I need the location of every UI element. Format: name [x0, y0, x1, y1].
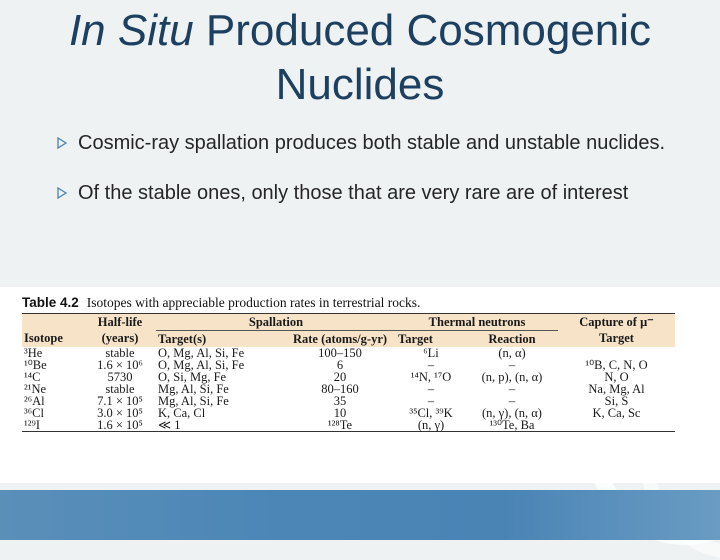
cell-rate: 20: [333, 370, 347, 384]
cell-isotope: ³He: [24, 346, 43, 360]
header-rate: Rate (atoms/g-yr): [292, 331, 388, 346]
header-halflife-units: (years): [101, 331, 139, 346]
cell-th-target: ³⁵Cl, ³⁹K: [409, 406, 453, 420]
cell-capture: [558, 419, 675, 432]
slide-title: [40, 4, 680, 112]
header-group-thermal: Thermal neutrons: [396, 314, 558, 331]
table-caption-text: Isotopes with appreciable production rates in terrestrial rocks.: [86, 295, 421, 310]
header-capture-target: Target: [599, 331, 634, 346]
cell-th-target: ¹⁴N, ¹⁷O: [410, 370, 452, 384]
header-group-capture: Capture of μ⁻: [558, 314, 675, 331]
table-caption-label: Table 4.2: [22, 295, 79, 310]
cell-reaction: (n, α): [498, 346, 526, 360]
cell-reaction: (n, p), (n, α): [481, 370, 543, 384]
table-image: [0, 287, 720, 483]
bullet-icon: [56, 137, 68, 149]
cell-reaction: –: [508, 358, 516, 372]
cell-targets: K, Ca, Cl: [158, 406, 206, 420]
header-thermal-target: Target: [398, 331, 433, 346]
cell-targets: O, Si, Mg, Fe: [158, 370, 227, 384]
cell-isotope: ¹²⁹I: [22, 419, 84, 432]
cell-th-target: –: [427, 382, 435, 396]
table-caption: [22, 295, 420, 311]
cell-rate: 10: [333, 406, 347, 420]
cell-targets: Mg, Al, Si, Fe: [158, 394, 229, 408]
cell-rate: 100–150: [318, 346, 362, 360]
cell-isotope: ³⁶Cl: [24, 406, 44, 420]
header-isotope: Isotope: [24, 331, 63, 346]
cell-targets: Mg, Al, Si, Fe: [158, 382, 229, 396]
cell-rate: 35: [333, 394, 347, 408]
cell-capture: K, Ca, Sc: [592, 406, 641, 420]
cell-isotope: ¹⁴C: [24, 370, 41, 384]
cell-halflife: 1.6 × 10⁵: [84, 419, 156, 432]
cell-reaction: –: [508, 382, 516, 396]
bullet-item: [56, 178, 676, 208]
table-row: [22, 419, 675, 432]
bullet-icon: [56, 187, 68, 199]
cell-rate: 80–160: [321, 382, 359, 396]
cell-targets: ≪ 1: [156, 419, 284, 432]
isotope-table: [22, 313, 675, 432]
footer-band: [0, 490, 720, 540]
header-group-spallation: Spallation: [156, 314, 396, 331]
cell-reaction: –: [508, 394, 516, 408]
header-reaction: Reaction: [488, 331, 536, 346]
cell-rate: ¹²⁸Te: [284, 419, 396, 432]
title-text: Produced Cosmogenic Nuclides: [193, 6, 652, 109]
cell-th-target: –: [427, 394, 435, 408]
cell-isotope: ¹⁰Be: [24, 358, 47, 372]
cell-reaction: ¹³⁰Te, Ba: [466, 419, 558, 432]
cell-isotope: ²⁶Al: [24, 394, 45, 408]
title-italic: In Situ: [68, 6, 194, 55]
bullet-item: [56, 128, 676, 158]
bullet-text: Of the stable ones, only those that are very rare are of interest: [78, 182, 629, 204]
cell-capture: N, O: [604, 370, 629, 384]
cell-halflife: stable: [105, 346, 135, 360]
cell-th-target: –: [427, 358, 435, 372]
cell-th-target: (n, γ): [396, 419, 466, 432]
cell-halflife: 5730: [107, 370, 133, 384]
cell-targets: O, Mg, Al, Si, Fe: [158, 346, 245, 360]
cell-halflife: 7.1 × 10⁵: [97, 394, 143, 408]
cell-capture: Na, Mg, Al: [588, 382, 645, 396]
cell-targets: O, Mg, Al, Si, Fe: [158, 358, 245, 372]
bullet-text: Cosmic-ray spallation produces both stable and unstable nuclides.: [78, 132, 666, 154]
cell-th-target: ⁶Li: [423, 346, 439, 360]
header-targets: Target(s): [158, 331, 207, 346]
cell-reaction: (n, γ), (n, α): [482, 406, 542, 420]
header-halflife: Half-life: [84, 314, 156, 331]
cell-capture: ¹⁰B, C, N, O: [585, 358, 648, 372]
cell-rate: 6: [336, 358, 344, 372]
cell-isotope: ²¹Ne: [24, 382, 47, 396]
cell-halflife: 1.6 × 10⁶: [97, 358, 143, 372]
bullet-list: [56, 128, 676, 228]
cell-halflife: stable: [105, 382, 135, 396]
cell-halflife: 3.0 × 10⁵: [97, 406, 143, 420]
cell-capture: Si, S: [604, 394, 629, 408]
